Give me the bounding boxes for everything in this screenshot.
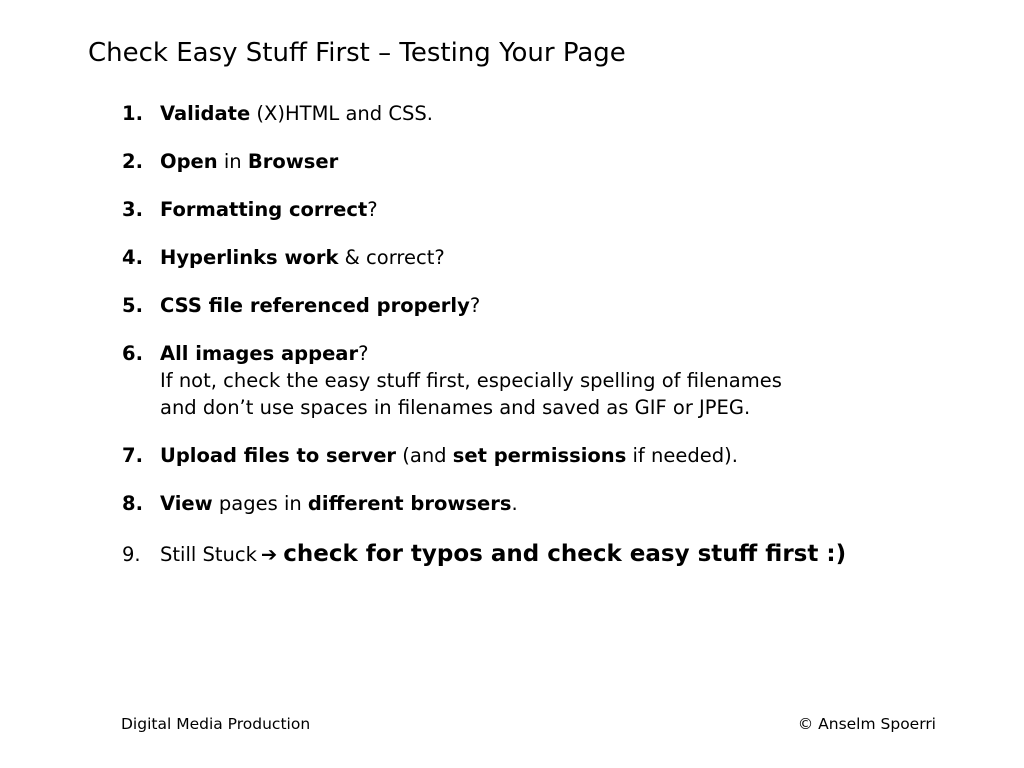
item-text	[160, 148, 338, 175]
item-bold: All images appear	[160, 342, 359, 365]
item-number: 9.	[122, 543, 141, 566]
footer-course-name: Digital Media Production	[121, 715, 311, 733]
item-plain: ?	[469, 294, 481, 317]
item-text	[160, 490, 518, 517]
item-plain: (and	[396, 444, 453, 467]
item-text	[160, 100, 433, 127]
item-number: 8.	[122, 492, 143, 515]
item-number: 7.	[122, 444, 143, 467]
item-bold: View	[160, 492, 213, 515]
item-number: 2.	[122, 150, 143, 173]
item-bold: Formatting correct	[160, 198, 368, 221]
right-arrow-icon: ➔	[260, 543, 278, 566]
item-detail-line: and don’t use spaces in filenames and saved as GIF or JPEG.	[160, 396, 751, 419]
item-text	[160, 541, 846, 568]
item-plain: (X)HTML and CSS.	[250, 102, 433, 125]
item-text	[160, 442, 738, 469]
item-number: 6.	[122, 342, 143, 365]
item-emphasis: check for typos and check easy stuff first :)	[283, 541, 847, 567]
item-bold-2: set permissions	[452, 444, 627, 467]
item-bold-2: different browsers	[307, 492, 512, 515]
item-bold: Upload files to server	[160, 444, 397, 467]
item-bold-2: Browser	[247, 150, 339, 173]
item-plain: & correct?	[338, 246, 445, 269]
item-plain-2: if needed).	[626, 444, 738, 467]
slide-title: Check Easy Stuff First – Testing Your Page	[88, 38, 626, 68]
item-plain: in	[217, 150, 248, 173]
footer-copyright: © Anselm Spoerri	[797, 715, 936, 733]
item-bold: Open	[160, 150, 218, 173]
item-bold: CSS file referenced properly	[160, 294, 470, 317]
item-number: 1.	[122, 102, 143, 125]
item-plain: Still Stuck	[160, 543, 257, 566]
item-number: 4.	[122, 246, 143, 269]
item-text	[160, 196, 378, 223]
item-text	[160, 244, 445, 271]
item-detail-line: If not, check the easy stuff first, especially spelling of filenames	[160, 369, 782, 392]
item-plain: pages in	[212, 492, 308, 515]
item-text	[160, 292, 480, 319]
item-plain: ?	[367, 198, 378, 221]
item-bold: Validate	[160, 102, 251, 125]
item-bold: Hyperlinks work	[160, 246, 339, 269]
item-number: 5.	[122, 294, 143, 317]
item-text	[160, 340, 782, 421]
item-plain-2: .	[511, 492, 518, 515]
item-number: 3.	[122, 198, 143, 221]
item-plain: ?	[358, 342, 369, 365]
